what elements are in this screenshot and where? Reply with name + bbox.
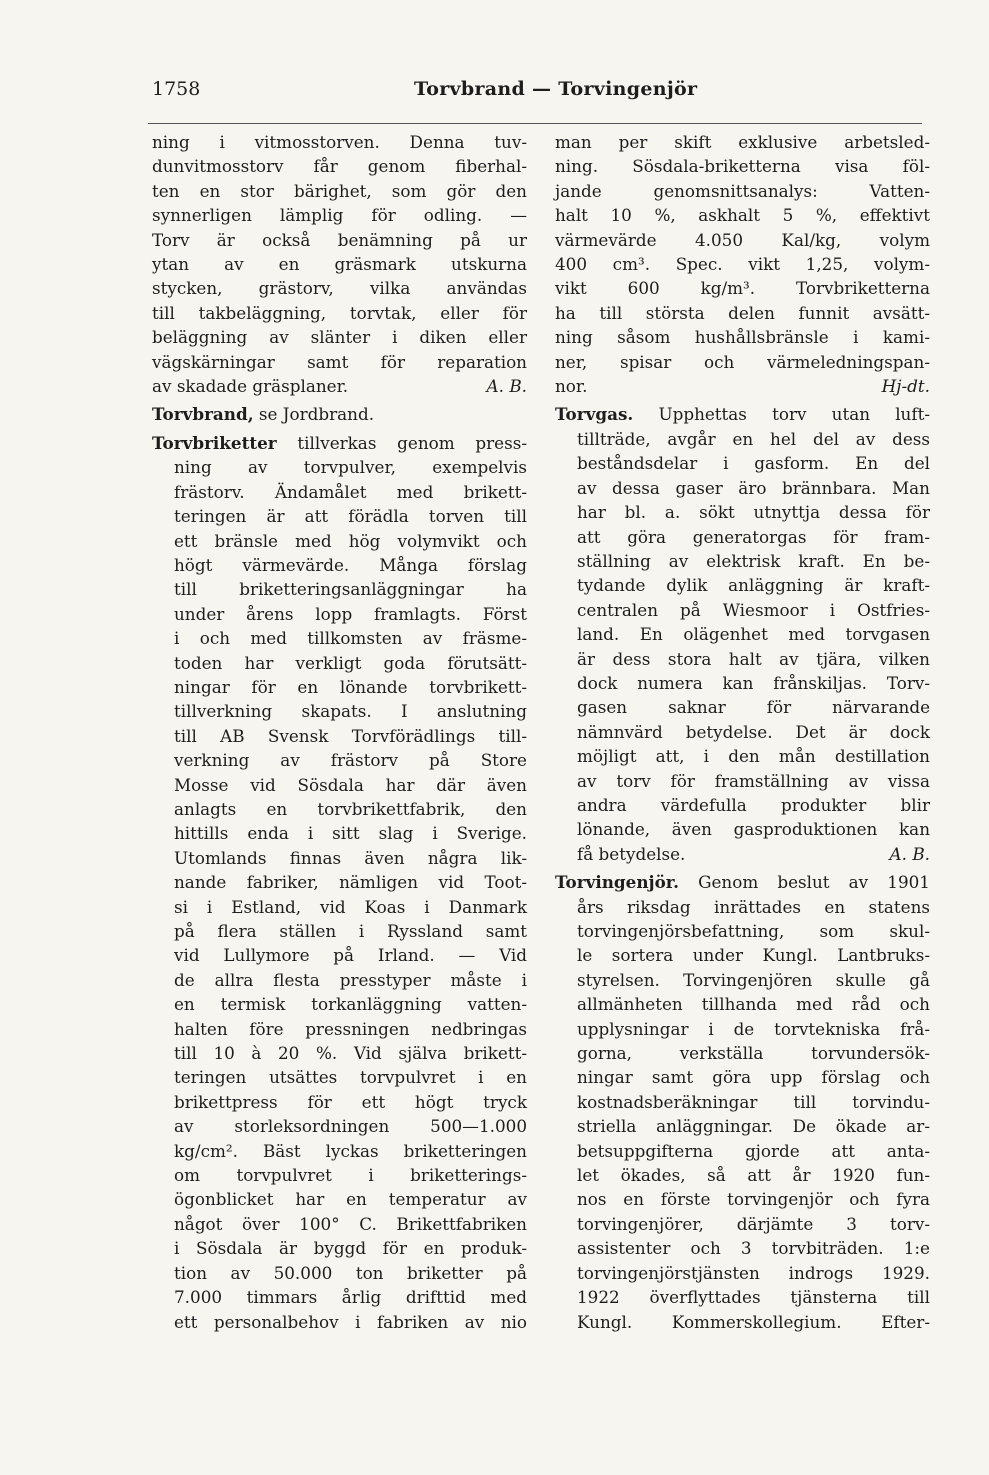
text-line: verkning av frästorv på Store xyxy=(174,750,527,771)
text-line: styrelsen. Torvingenjören skulle gå xyxy=(577,969,930,990)
text-line: möjligt att, i den mån destillation xyxy=(577,746,930,767)
text-line: centralen på Wiesmoor i Ostfries- xyxy=(577,599,930,620)
headword: Torvbriketter xyxy=(152,432,277,453)
text-line: av torv för framställning av vissa xyxy=(577,770,930,791)
text-line: i Sösdala är byggd för en produk- xyxy=(174,1238,527,1259)
text-line: Utomlands finnas även några lik- xyxy=(174,847,527,868)
text-line: till AB Svensk Torvförädlings till- xyxy=(174,725,527,746)
text-line: 1922 överflyttades tjänsterna till xyxy=(577,1287,930,1308)
text-line xyxy=(152,374,527,398)
text-line: nande fabriker, nämligen vid Toot- xyxy=(174,872,527,893)
text-line: torvingenjörsbefattning, som skul- xyxy=(577,921,930,941)
text-line-content: Genom beslut av 1901 xyxy=(678,872,930,893)
header-rule xyxy=(148,123,922,124)
text-line: 400 cm³. Spec. vikt 1,25, volym- xyxy=(555,254,930,275)
text-line: att göra generatorgas för fram- xyxy=(577,526,930,547)
entry-torvgas xyxy=(555,402,930,866)
text-line: anlagts en torvbrikettfabrik, den xyxy=(174,798,527,819)
right-column xyxy=(555,130,930,1338)
text-line: gasen saknar för närvarande xyxy=(577,697,930,718)
entry-torvingenjor xyxy=(555,870,930,1334)
text-line: av dessa gaser äro brännbara. Man xyxy=(577,477,930,498)
text-line: en termisk torkanläggning vatten- xyxy=(174,994,527,1015)
text-line xyxy=(555,374,930,398)
text-line: le sortera under Kungl. Lantbruks- xyxy=(577,945,930,966)
text-line: på flera ställen i Ryssland samt xyxy=(174,921,527,941)
text-line: 7.000 timmars årlig drifttid med xyxy=(174,1287,527,1308)
text-line: upplysningar i de torvtekniska frå- xyxy=(577,1018,930,1039)
author-signature: A. B. xyxy=(889,843,930,864)
text-line: ning av torvpulver, exempelvis xyxy=(174,457,527,478)
text-line: vid Lullymore på Irland. — Vid xyxy=(174,945,527,966)
text-line-content: Upphettas torv utan luft- xyxy=(633,404,930,425)
text-line: tillverkning skapats. I anslutning xyxy=(174,701,527,722)
text-line: nos en förste torvingenjör och fyra xyxy=(577,1189,930,1210)
text-line: let ökades, så att år 1920 fun- xyxy=(577,1165,930,1186)
text-line: av storleksordningen 500—1.000 xyxy=(174,1116,527,1137)
text-line: ning i vitmosstorven. Denna tuv- xyxy=(152,132,527,152)
text-line: under årens lopp framlagts. Först xyxy=(174,603,527,624)
text-line: högt värmevärde. Många förslag xyxy=(174,554,527,575)
text-line: assistenter och 3 torvbiträden. 1:e xyxy=(577,1238,930,1259)
running-header xyxy=(152,78,922,104)
text-line: vikt 600 kg/m³. Torvbriketterna xyxy=(555,278,930,299)
text-line: dunvitmosstorv får genom fiberhal- xyxy=(152,156,527,177)
text-line: stycken, grästorv, vilka användas xyxy=(152,278,527,299)
text-line: till briketteringsanläggningar ha xyxy=(174,579,527,600)
text-line: gorna, verkställa torvundersök- xyxy=(577,1043,930,1064)
text-line: värmevärde 4.050 Kal/kg, volym xyxy=(555,229,930,250)
text-line: land. En olägenhet med torvgasen xyxy=(577,624,930,645)
text-line: om torvpulvret i briketterings- xyxy=(174,1165,527,1186)
text-line xyxy=(555,842,930,866)
text-line: halten före pressningen nedbringas xyxy=(174,1018,527,1039)
text-line: är dess stora halt av tjära, vilken xyxy=(577,648,930,669)
text-line: hittills enda i sitt slag i Sverige. xyxy=(174,823,527,844)
text-line: dock numera kan frånskiljas. Torv- xyxy=(577,672,930,693)
text-line: ett personalbehov i fabriken av nio xyxy=(174,1311,527,1332)
text-line: nämnvärd betydelse. Det är dock xyxy=(577,721,930,742)
text-line-content: tillverkas genom press- xyxy=(276,432,527,453)
text-line: beläggning av slänter i diken eller xyxy=(152,327,527,348)
text-line: kg/cm². Bäst lyckas briketteringen xyxy=(174,1140,527,1161)
text-line: till 10 à 20 %. Vid själva brikett- xyxy=(174,1043,527,1064)
text-line: striella anläggningar. De ökade ar- xyxy=(577,1116,930,1137)
headword: Torvgas. xyxy=(555,404,634,425)
text-line: allmänheten tillhanda med råd och xyxy=(577,994,930,1015)
author-signature: Hj-dt. xyxy=(881,376,930,397)
text-line: lönande, även gasproduktionen kan xyxy=(577,819,930,840)
text-line: tion av 50.000 ton briketter på xyxy=(174,1262,527,1283)
text-line xyxy=(555,870,930,894)
text-line: tillträde, avgår en hel del av dess xyxy=(577,428,930,449)
text-line: betsuppgifterna gjorde att anta- xyxy=(577,1140,930,1161)
text-line: ten en stor bärighet, som gör den xyxy=(152,180,527,201)
text-line: de allra flesta presstyper måste i xyxy=(174,969,527,990)
headword: Torvingenjör. xyxy=(555,872,679,893)
text-line: si i Estland, vid Koas i Danmark xyxy=(174,896,527,917)
headword-torvbrand: Torvbrand, xyxy=(152,404,254,425)
text-line: Kungl. Kommerskollegium. Efter- xyxy=(577,1311,930,1332)
left-column xyxy=(152,130,527,1338)
text-line: beståndsdelar i gasform. En del xyxy=(577,453,930,474)
text-line: torvingenjörer, därjämte 3 torv- xyxy=(577,1213,930,1234)
text-line: brikettpress för ett högt tryck xyxy=(174,1091,527,1112)
text-line: ningar för en lönande torvbrikett- xyxy=(174,676,527,697)
text-line: ett bränsle med hög volymvikt och xyxy=(174,530,527,551)
text-line: till takbeläggning, torvtak, eller för xyxy=(152,302,527,323)
text-line: något över 100° C. Brikettfabriken xyxy=(174,1213,527,1234)
text-line: toden har verkligt goda förutsätt- xyxy=(174,652,527,673)
text-line-content: av skadade gräsplaner. xyxy=(152,376,349,397)
entry-torvbrand xyxy=(152,402,527,426)
text-line: ner, spisar och värmeledningspan- xyxy=(555,351,930,372)
text-line: tydande dylik anläggning är kraft- xyxy=(577,575,930,596)
text-line xyxy=(152,431,527,455)
page-number: 1758 xyxy=(152,78,201,100)
text-line: har bl. a. sökt utnyttja dessa för xyxy=(577,502,930,523)
author-signature: A. B. xyxy=(486,376,527,397)
text-line-content: få betydelse. xyxy=(577,843,686,864)
text-line: synnerligen lämplig för odling. — xyxy=(152,205,527,226)
text-line: ning. Sösdala-briketterna visa föl- xyxy=(555,156,930,177)
text-line: teringen utsättes torvpulvret i en xyxy=(174,1067,527,1088)
entry-continuation xyxy=(152,130,527,398)
text-line-content: nor. xyxy=(555,376,588,397)
text-line: kostnadsberäkningar till torvindu- xyxy=(577,1091,930,1112)
text-line: ningar samt göra upp förslag och xyxy=(577,1067,930,1088)
text-line: ställning av elektrisk kraft. En be- xyxy=(577,550,930,571)
text-line: ning såsom hushållsbränsle i kami- xyxy=(555,327,930,348)
text-line: Torv är också benämning på ur xyxy=(152,229,527,250)
text-line: års riksdag inrättades en statens xyxy=(577,896,930,917)
text-line: andra värdefulla produkter blir xyxy=(577,794,930,815)
text-line: Mosse vid Sösdala har där även xyxy=(174,774,527,795)
entry-torvbrand-text: se Jordbrand. xyxy=(258,404,375,425)
entry-torvbriketter xyxy=(152,431,527,1334)
text-line: ha till största delen funnit avsätt- xyxy=(555,302,930,323)
text-line: frästorv. Ändamålet med brikett- xyxy=(174,481,527,502)
text-line: i och med tillkomsten av fräsme- xyxy=(174,628,527,649)
text-line: ytan av en gräsmark utskurna xyxy=(152,254,527,275)
text-line: vägskärningar samt för reparation xyxy=(152,351,527,372)
running-title: Torvbrand — Torvingenjör xyxy=(414,78,698,100)
text-line: ögonblicket har en temperatur av xyxy=(174,1189,527,1210)
text-line: torvingenjörstjänsten indrogs 1929. xyxy=(577,1262,930,1283)
text-line: halt 10 %, askhalt 5 %, effektivt xyxy=(555,205,930,226)
entry-continuation xyxy=(555,130,930,398)
text-line xyxy=(555,402,930,426)
text-line: jande genomsnittsanalys: Vatten- xyxy=(555,180,930,201)
text-line: teringen är att förädla torven till xyxy=(174,506,527,527)
text-line: man per skift exklusive arbetsled- xyxy=(555,132,930,152)
